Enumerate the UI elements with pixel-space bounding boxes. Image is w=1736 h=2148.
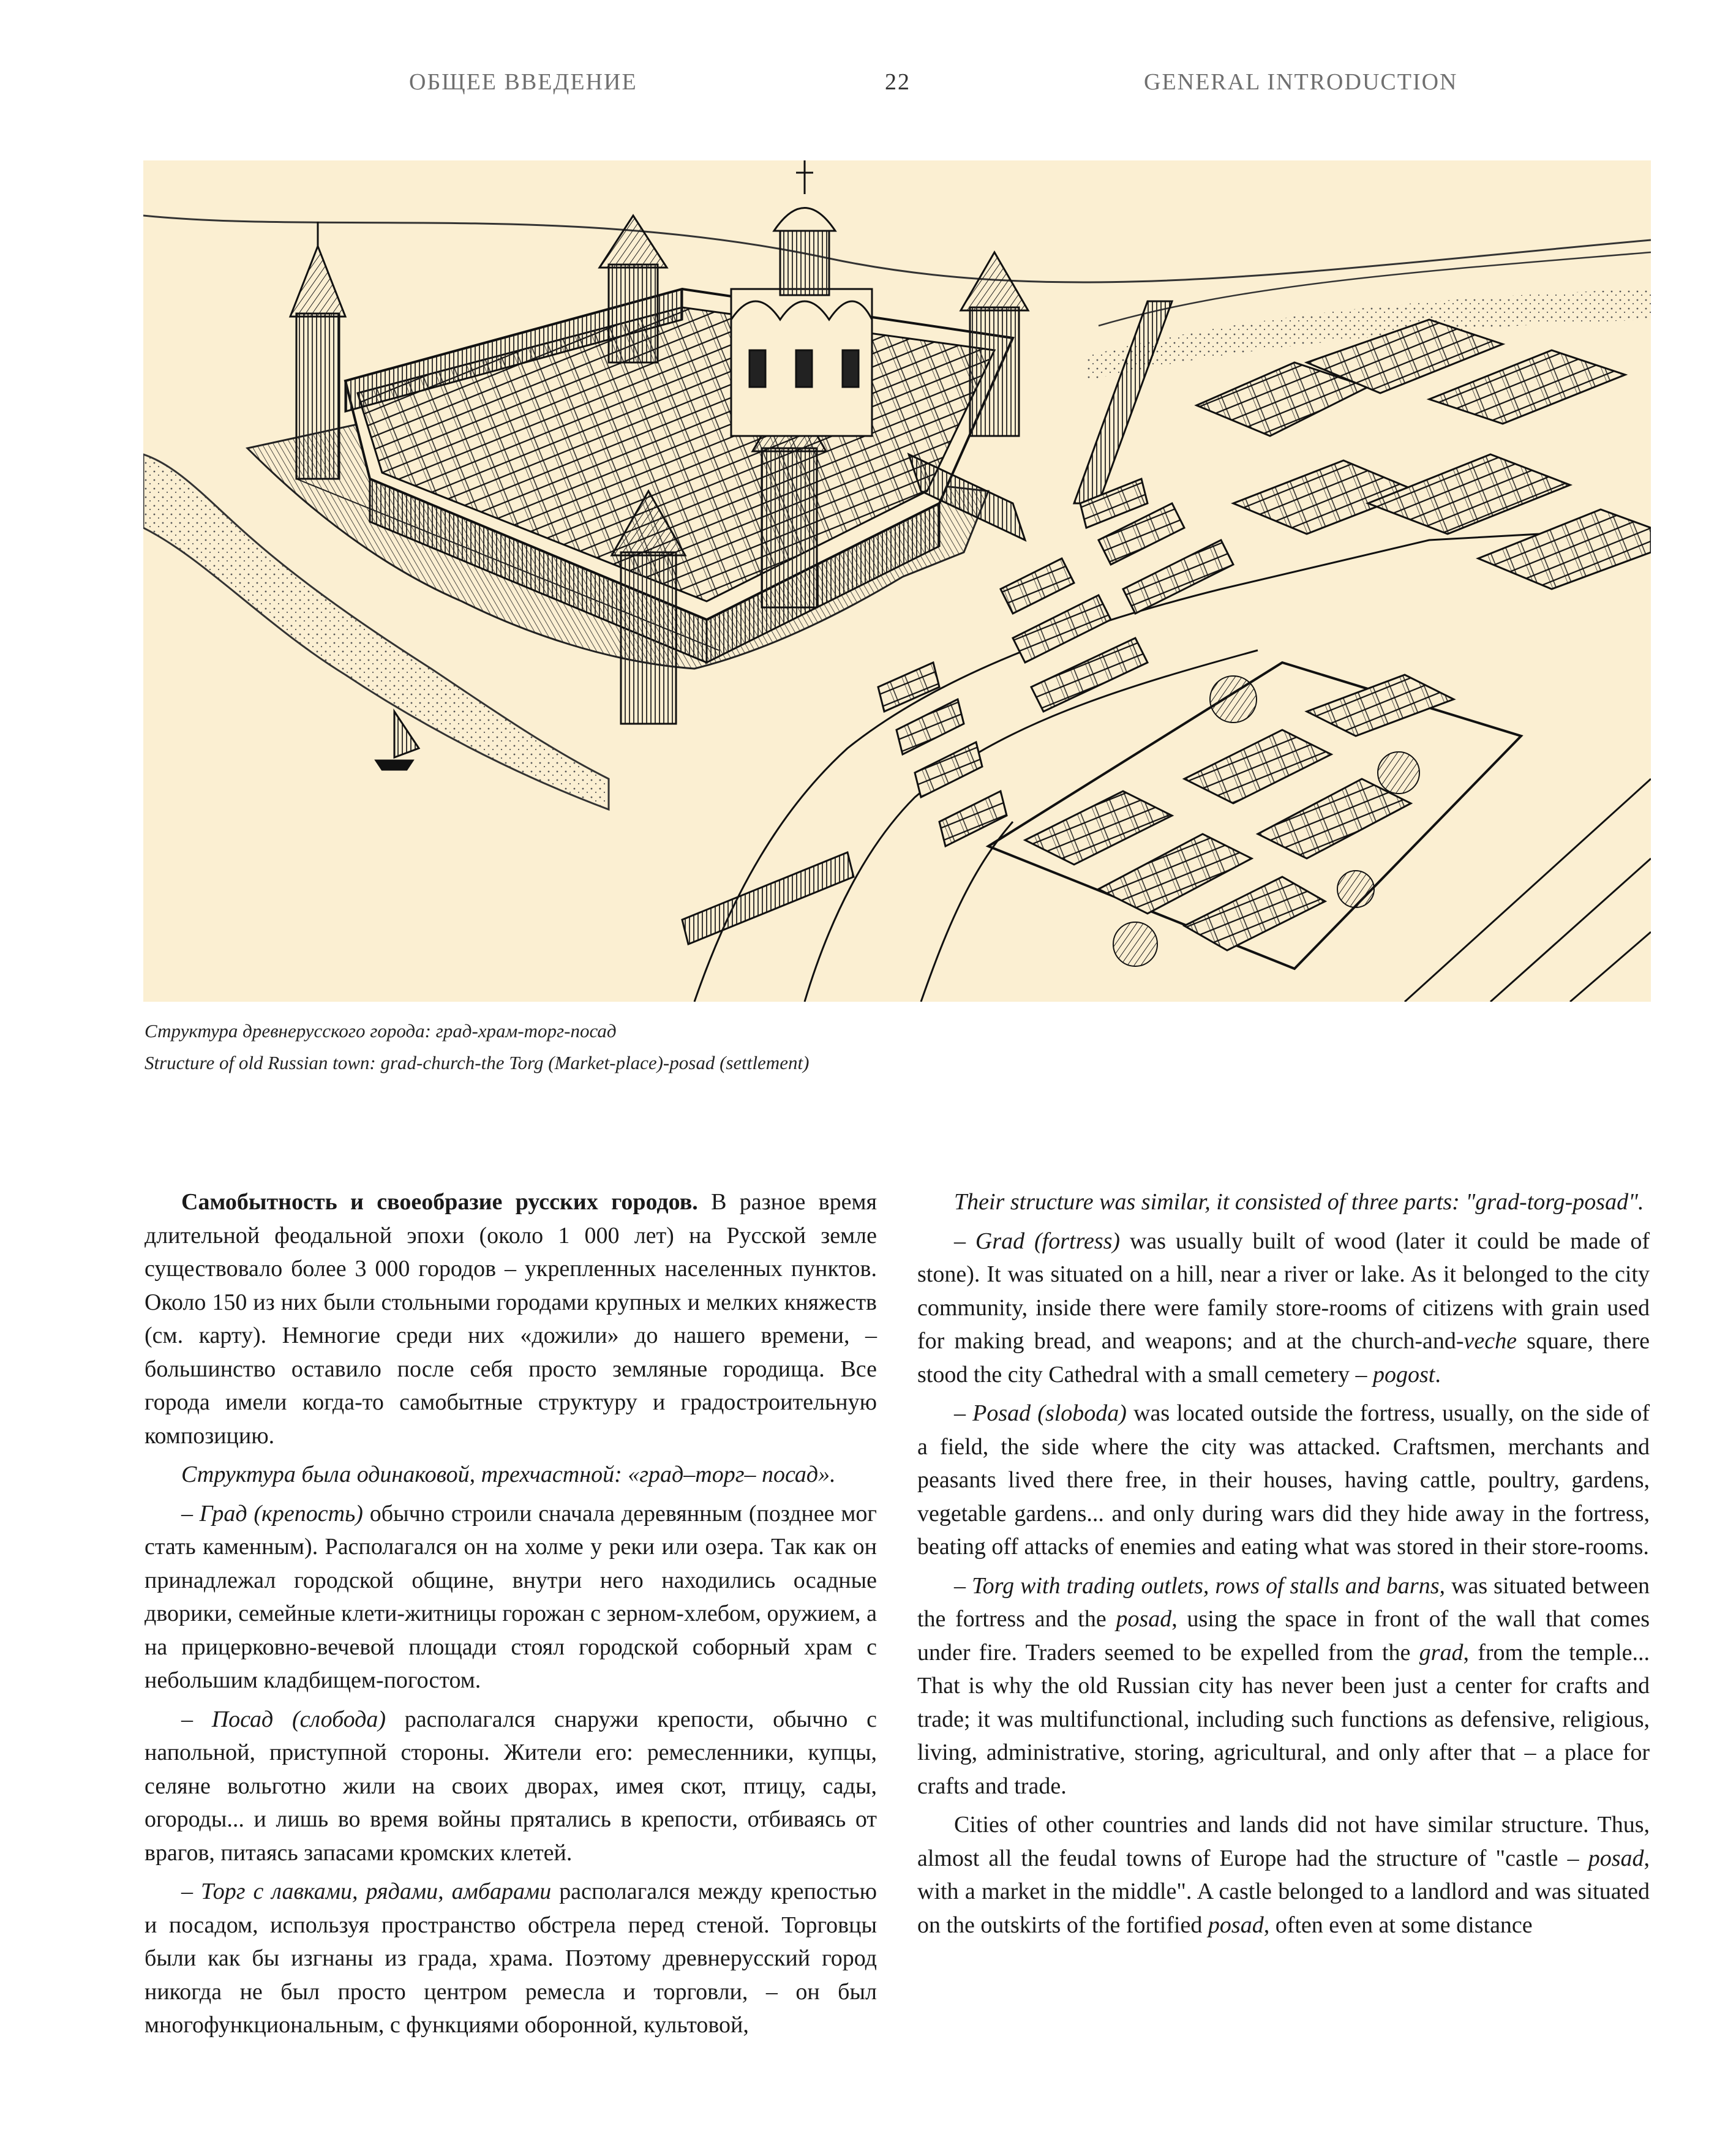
section-heading: Самобытность и своеобразие русских городов.	[181, 1189, 698, 1215]
page-number: 22	[885, 69, 911, 95]
page-header	[0, 69, 1736, 105]
paragraph: Cities of other countries and lands did not have similar structure. Thus, almost all the feudal towns of Europe had the structure of "castle – posad, with a market in the middle". A castle belonged to a landlord and was situated on the outskirts of the fortified posad, often even at some distance	[917, 1812, 1650, 1938]
paragraph: – Grad (fortress) was usually built of wood (later it could be made of stone). It was situated on a hill, near a river or lake. As it belonged to the city community, inside there were family store-rooms of citizens with grain used for making bread, and weapons; and at the church-and-veche square, there stood the city Cathedral with a small cemetery – pogost.	[917, 1228, 1650, 1388]
header-title-en: GENERAL INTRODUCTION	[1144, 69, 1458, 95]
paragraph: Структура была одинаковой, трехчастной: «град–торг– посад».	[181, 1462, 836, 1487]
town-illustration	[143, 160, 1651, 1002]
paragraph: – Град (крепость) обычно строили сначала деревянным (позднее мог стать каменным). Располагался он на холме у реки или озера. Так как он принадлежал городской общине, внутри него находились осадные дворики, семейные клети-житницы горожан с зерном-хлебом, оружием, а на прицерковно-вечевой площади стоял городской соборный храм с небольшим кладбищем-погостом.	[145, 1500, 877, 1693]
russian-text-column	[145, 1185, 877, 2048]
caption-ru: Структура древнерусского города: град-храм-торг-посад	[145, 1020, 617, 1042]
english-text-column	[917, 1185, 1650, 1947]
paragraph: – Torg with trading outlets, rows of stalls and barns, was situated between the fortress and the posad, using the space in front of the wall that comes under fire. Traders seemed to be expelled from the grad, from the temple... That is why the old Russian city has never been just a center for crafts and trade; it was multifunctional, including such functions as defensive, religious, living, administrative, storing, agricultural, and only after that – a place for crafts and trade.	[917, 1572, 1650, 1799]
paragraph: – Posad (sloboda) was located outside the fortress, usually, on the side of a field, the side where the city was attacked. Craftsmen, merchants and peasants lived there free, in their houses, having cattle, poultry, gardens, vegetable gardens... and only during wars did they hide away in the fortress, beating off attacks of enemies and eating what was stored in their store-rooms.	[917, 1400, 1650, 1560]
paragraph: Their structure was similar, it consisted of three parts: "grad-torg-posad".	[954, 1189, 1644, 1215]
caption-en: Structure of old Russian town: grad-church-the Torg (Market-place)-posad (settlement)	[145, 1052, 810, 1073]
paragraph: Самобытность и своеобразие русских городов. В разное время длительной феодальной эпохи (около 1 000 лет) на Русской земле существовало более 3 000 городов – укрепленных населенных пунктов. Около 150 из них были стольными городами крупных и мелких княжеств (см. карту). Немногие среди них «дожили» до нашего времени, – большинство оставило после себя просто земляные городища. Все города имели когда-то самобытные структуру и градостроительную композицию.	[145, 1189, 877, 1449]
paragraph: – Торг с лавками, рядами, амбарами располагался между крепостью и посадом, используя пространство обстрела перед стеной. Торговцы были как бы изгнаны из града, храма. Поэтому древнерусский город никогда не был просто центром ремесла и торговли, – он был многофункциональным, с функциями оборонной, культовой,	[145, 1879, 877, 2038]
header-title-ru: ОБЩЕЕ ВВЕДЕНИЕ	[409, 69, 637, 95]
figure-caption	[145, 1015, 1186, 1079]
paragraph: – Посад (слобода) располагался снаружи крепости, обычно с напольной, приступной стороны. Жители его: ремесленники, купцы, селяне вольготно жили на своих дворах, имея скот, птицу, сады, огороды... и лишь во время войны прятались в крепости, отбиваясь от врагов, питаясь запасами кромских клетей.	[145, 1706, 877, 1866]
